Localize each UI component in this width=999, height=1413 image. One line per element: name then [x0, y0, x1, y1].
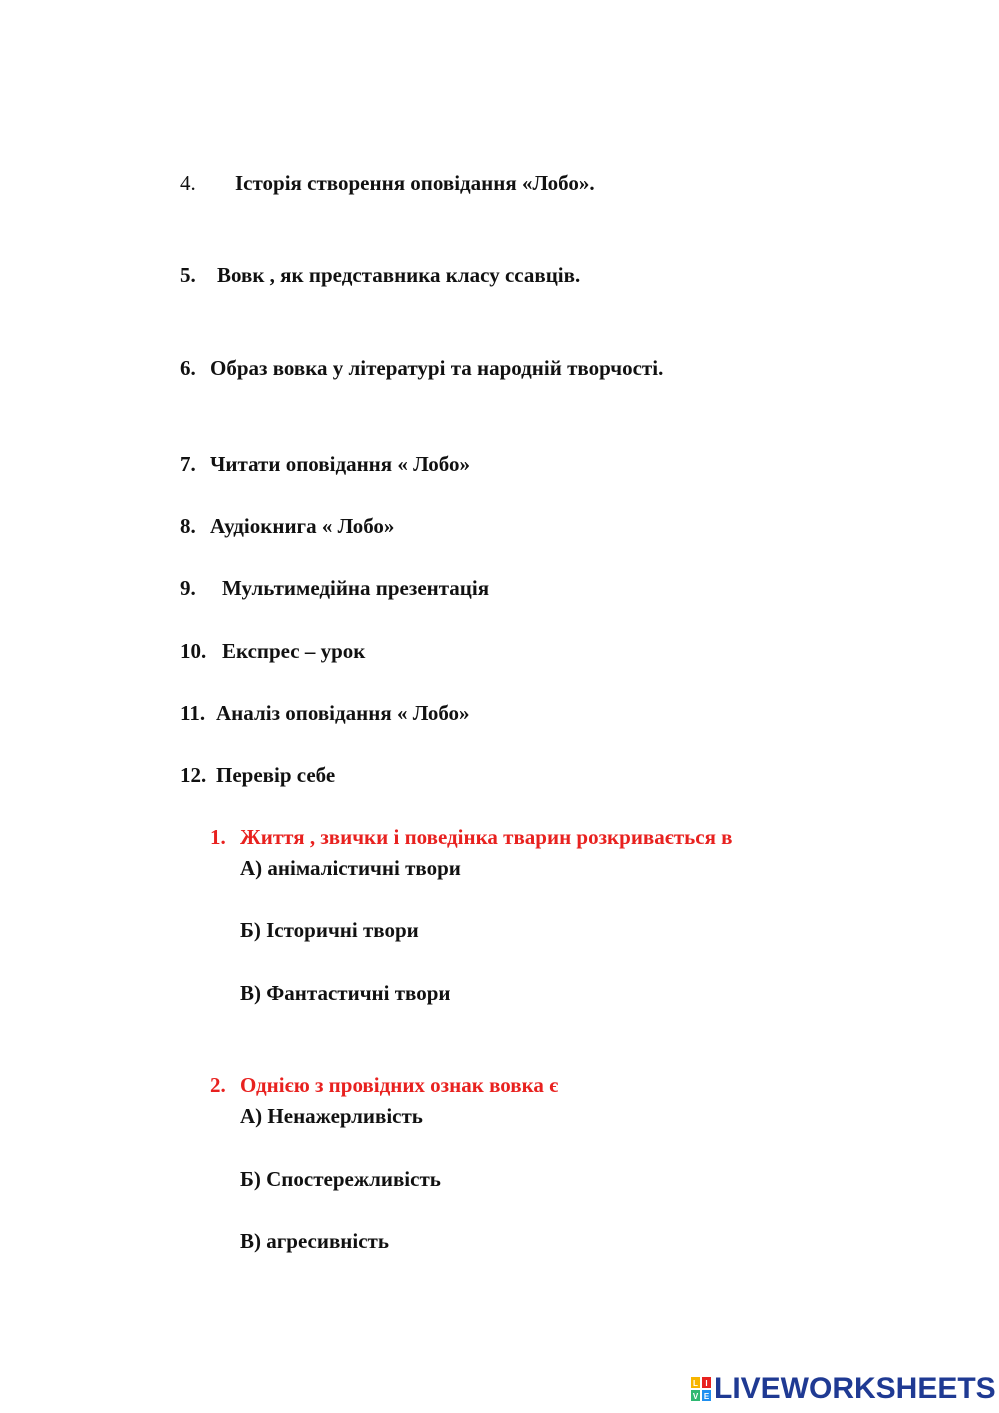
svg-text:I: I	[705, 1379, 708, 1388]
item-number: 11.	[180, 701, 206, 725]
item-text: Експрес – урок	[222, 639, 366, 663]
list-item-6	[180, 358, 663, 379]
item-number: 4.	[180, 171, 196, 195]
quiz-question-1	[210, 827, 733, 848]
svg-text:V: V	[692, 1392, 699, 1401]
item-text: Мультимедійна презентація	[222, 576, 490, 600]
svg-text:L: L	[693, 1379, 698, 1388]
item-text: Образ вовка у літературі та народній творчості.	[210, 356, 664, 380]
item-text: Вовк , як представника класу ссавців.	[217, 263, 581, 287]
question-text: Життя , звички і поведінка тварин розкривається в	[240, 825, 733, 849]
item-text: Історія створення оповідання «Лобо».	[235, 171, 595, 195]
question-number: 2.	[210, 1073, 226, 1097]
answer-option-a[interactable]: А) анімалістичні твори	[240, 856, 461, 880]
item-number: 10.	[180, 639, 207, 663]
item-number: 8.	[180, 514, 196, 538]
logo-wordmark: LIVEWORKSHEETS	[714, 1372, 996, 1405]
list-item-12	[180, 765, 335, 786]
question-text: Однією з провідних ознак вовка є	[240, 1073, 559, 1097]
list-item-7	[180, 454, 470, 475]
answer-option-c[interactable]: В) агресивність	[240, 1229, 389, 1253]
question-number: 1.	[210, 825, 226, 849]
item-text: Аналіз оповідання « Лобо»	[216, 701, 470, 725]
liveworksheets-logo-icon	[690, 1376, 712, 1402]
liveworksheets-logo	[690, 1374, 996, 1404]
item-text: Читати оповідання « Лобо»	[210, 452, 470, 476]
list-item-8	[180, 516, 394, 537]
item-text: Аудіокнига « Лобо»	[210, 514, 395, 538]
list-item-9	[180, 578, 489, 599]
list-item-5	[180, 265, 580, 286]
list-item-11	[180, 703, 470, 724]
item-number: 12.	[180, 763, 207, 787]
answer-option-b[interactable]: Б) Спостережливість	[240, 1167, 441, 1191]
item-number: 5.	[180, 263, 196, 287]
item-text: Перевір себе	[216, 763, 336, 787]
answer-option-c[interactable]: В) Фантастичні твори	[240, 981, 451, 1005]
quiz-question-2	[210, 1075, 558, 1096]
list-item-4	[180, 173, 595, 194]
answer-option-a[interactable]: А) Ненажерливість	[240, 1104, 423, 1128]
list-item-10	[180, 641, 365, 662]
svg-text:E: E	[703, 1392, 710, 1401]
item-number: 9.	[180, 576, 196, 600]
answer-option-b[interactable]: Б) Історичні твори	[240, 918, 419, 942]
item-number: 7.	[180, 452, 196, 476]
item-number: 6.	[180, 356, 196, 380]
